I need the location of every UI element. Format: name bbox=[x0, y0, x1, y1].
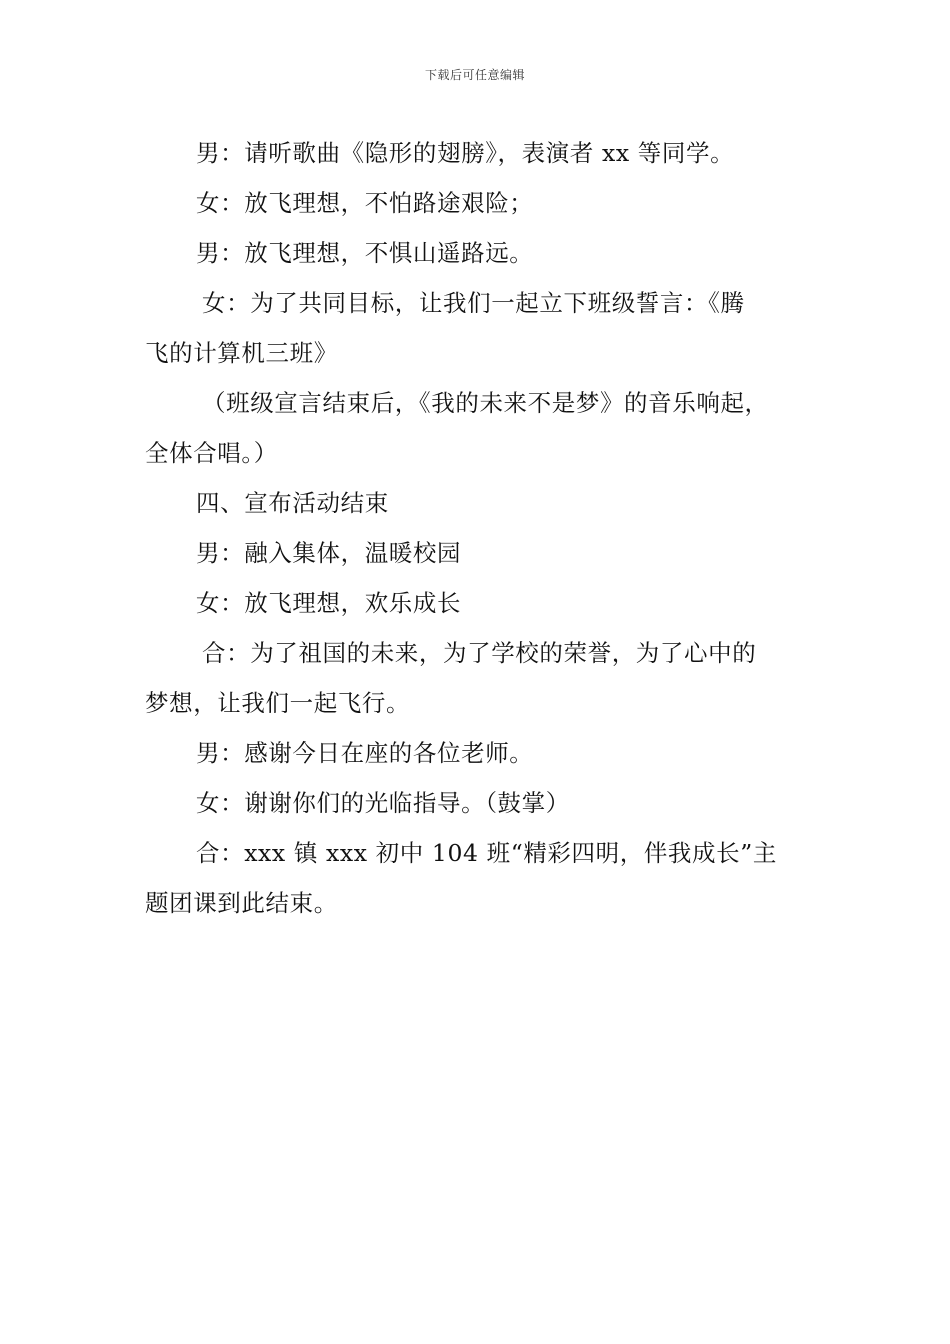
paragraph-line: 合：xxx 镇 xxx 初中 104 班“精彩四明，伴我成长”主 bbox=[196, 839, 777, 867]
paragraph-line: 男：感谢今日在座的各位老师。 bbox=[196, 739, 534, 767]
paragraph-line: 飞的计算机三班》 bbox=[145, 339, 338, 367]
paragraph-line: 女：放飞理想，欢乐成长 bbox=[196, 589, 462, 617]
paragraph-line: 全体合唱。） bbox=[145, 439, 278, 467]
paragraph-line: 女：谢谢你们的光临指导。（鼓掌） bbox=[196, 789, 570, 817]
paragraph-line: （班级宣言结束后，《我的未来不是梦》的音乐响起， bbox=[202, 389, 769, 417]
paragraph-line: 男：请听歌曲《隐形的翅膀》，表演者 xx 等同学。 bbox=[196, 139, 735, 167]
paragraph-line: 女：为了共同目标，让我们一起立下班级誓言：《腾 bbox=[202, 289, 745, 317]
paragraph-line: 女：放飞理想，不怕路途艰险； bbox=[196, 189, 534, 217]
section-heading: 四、宣布活动结束 bbox=[196, 489, 389, 517]
paragraph-line: 合：为了祖国的未来，为了学校的荣誉，为了心中的 bbox=[202, 639, 757, 667]
paragraph-line: 题团课到此结束。 bbox=[145, 889, 338, 917]
document-body bbox=[145, 128, 815, 928]
paragraph-line: 梦想，让我们一起飞行。 bbox=[145, 689, 411, 717]
paragraph-line: 男：放飞理想，不惧山遥路远。 bbox=[196, 239, 534, 267]
page-header-note: 下载后可任意编辑 bbox=[424, 68, 525, 82]
paragraph-line: 男：融入集体，温暖校园 bbox=[196, 539, 462, 567]
